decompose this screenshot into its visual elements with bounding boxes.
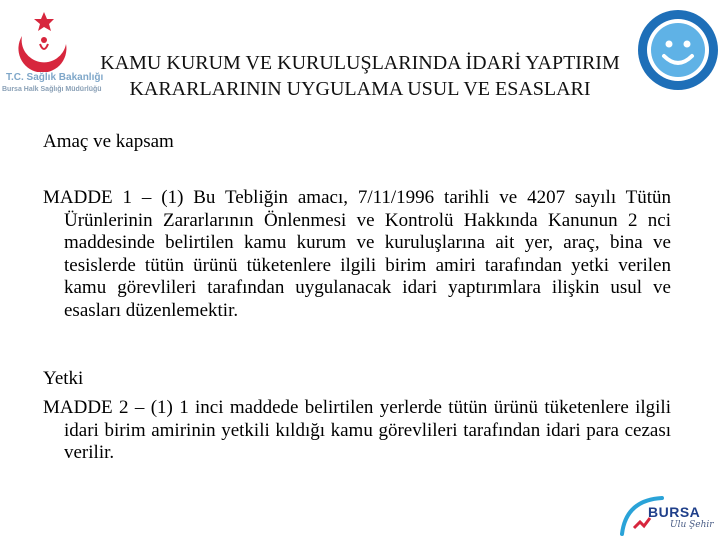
page-title	[20, 50, 700, 102]
title-line-1: KAMU KURUM VE KURULUŞLARINDA İDARİ YAPTIRIM	[100, 52, 620, 74]
article-2-paragraph: MADDE 2 – (1) 1 inci maddede belirtilen yerlerde tütün ürünü tüketenlere ilgili idari birim amirinin yetkili kıldığı kamu görevlileri tarafından idari para cezası verilir.	[43, 397, 671, 463]
bursa-slogan: Ulu Şehir	[670, 520, 714, 530]
article-1-paragraph: MADDE 1 – (1) Bu Tebliğin amacı, 7/11/1996 tarihli ve 4207 sayılı Tütün Ürünlerinin Zararlarının Önlenmesi ve Kontrolü Hakkında Kanunun 2 nci maddesinde belirtilen kamu kurum ve kuruluşlarına ait yer, araç, bina ve tesislerde tütün ürünü tüketenlere ilgili birim amiri tarafından yetki verilen kamu görevlileri tarafından uygulanacak idari yaptırımlara ilişkin usul ve esasları düzenlemektir.	[43, 187, 671, 321]
bursa-wordmark: BURSA	[648, 504, 701, 520]
title-line-2: KARARLARININ UYGULAMA USUL VE ESASLARI	[129, 78, 591, 100]
ministry-subtitle: Bursa Halk Sağlığı Müdürlüğü	[2, 86, 102, 93]
ministry-name: T.C. Sağlık Bakanlığı	[6, 72, 104, 83]
bursa-logo	[612, 490, 720, 540]
section-heading-authority: Yetki	[43, 368, 84, 389]
section-heading-purpose: Amaç ve kapsam	[43, 131, 174, 152]
